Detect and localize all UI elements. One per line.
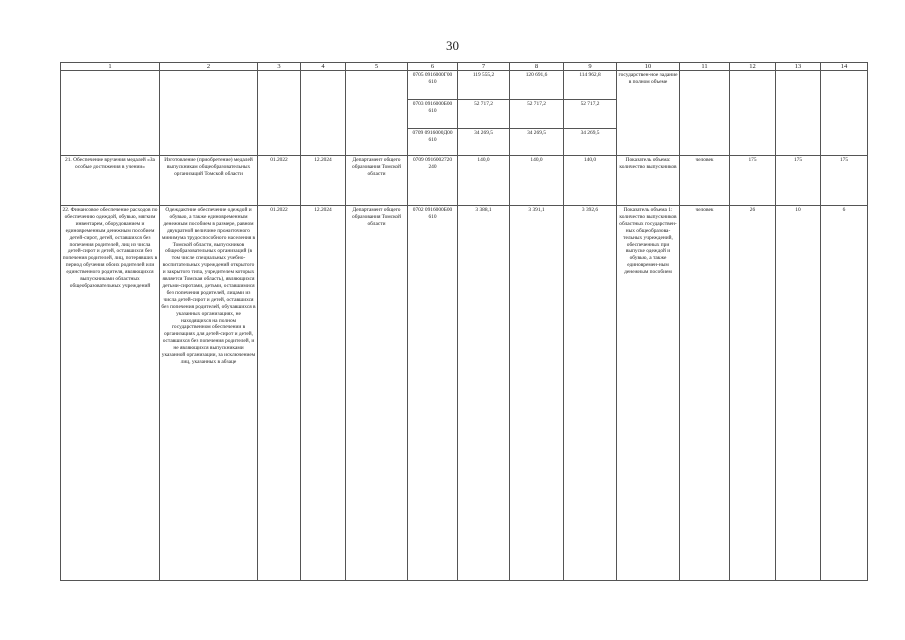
amount-value: 52 717,2 bbox=[458, 100, 509, 129]
cell-amounts-col7 bbox=[458, 71, 510, 156]
column-header: 9 bbox=[564, 63, 617, 71]
cell-unit: человек bbox=[680, 206, 730, 581]
budget-code: 0709 0916000Д00 610 bbox=[412, 130, 453, 143]
cell-amount-col9: 140,0 bbox=[564, 156, 617, 206]
amount-value: 34 269,5 bbox=[580, 130, 600, 136]
cell-end-date: 12.2024 bbox=[301, 206, 346, 581]
table-row-continuation bbox=[61, 71, 868, 156]
amount-value: 34 269,5 bbox=[474, 130, 493, 136]
cell-value-col14: 6 bbox=[821, 206, 868, 581]
amount-value: 119 555,2 bbox=[458, 71, 509, 100]
amount-value: 120 691,6 bbox=[510, 71, 563, 100]
cell-amount-col9: 3 392,6 bbox=[564, 206, 617, 581]
cell-empty bbox=[160, 71, 258, 156]
cell-value-col13: 10 bbox=[776, 206, 821, 581]
page-number: 30 bbox=[446, 38, 459, 53]
cell-event-name: 22. Финансовое обеспечение расходов по обеспечению одеждой, обувью, мягким инвентарем, оборудованием и единовременным денежным пособием детей-сирот, детей, оставшихся без попечения родителей, лиц из числа детей-сирот и детей, оставшихся без попечения родителей, лиц, потерявших в период обучения обоих родителей или единственного родителя, являющихся выпускниками областных общеобразовательных учреждений bbox=[61, 206, 160, 581]
column-header: 1 bbox=[61, 63, 160, 71]
cell-unit: человек bbox=[680, 156, 730, 206]
column-header: 13 bbox=[776, 63, 821, 71]
cell-end-date: 12.2024 bbox=[301, 156, 346, 206]
amount-value: 52 717,2 bbox=[510, 100, 563, 129]
column-header: 2 bbox=[160, 63, 258, 71]
column-header: 8 bbox=[510, 63, 564, 71]
cell-start-date: 01.2022 bbox=[258, 206, 301, 581]
budget-code: 0705 0916000Г00 610 bbox=[408, 71, 457, 100]
amount-value: 34 269,5 bbox=[527, 130, 546, 136]
column-header: 10 bbox=[617, 63, 680, 71]
column-header: 14 bbox=[821, 63, 868, 71]
cell-indicator: Показатель объема 1: количество выпускников областных государствен-ных общеобразова-тельных учреждений, обеспеченных при выпуске одеждой и обувью, а также единовремен-ным денежным пособием bbox=[617, 206, 680, 581]
cell-executor: Департамент общего образования Томской области bbox=[346, 156, 408, 206]
cell-executor: Департамент общего образования Томской области bbox=[346, 206, 408, 581]
cell-amounts-col9 bbox=[564, 71, 617, 156]
cell-empty bbox=[301, 71, 346, 156]
cell-value-col12: 26 bbox=[730, 206, 776, 581]
cell-event-name: 21. Обеспечение вручения медалей «За особые достижения в учении» bbox=[61, 156, 160, 206]
table-row-21 bbox=[61, 156, 868, 206]
cell-indicator: Показатель объема: количество выпускников bbox=[617, 156, 680, 206]
cell-empty bbox=[346, 71, 408, 156]
cell-budget-codes bbox=[408, 71, 458, 156]
cell-amount-col8: 3 391,1 bbox=[510, 206, 564, 581]
table-row-22 bbox=[61, 206, 868, 581]
cell-empty bbox=[258, 71, 301, 156]
column-header: 4 bbox=[301, 63, 346, 71]
cell-value-col14: 175 bbox=[821, 156, 868, 206]
cell-empty bbox=[730, 71, 776, 156]
budget-code: 0703 0916000Б00 610 bbox=[408, 100, 457, 129]
cell-indicator: государствен-ное задание в полном объеме bbox=[617, 71, 680, 156]
column-header: 11 bbox=[680, 63, 730, 71]
column-header: 7 bbox=[458, 63, 510, 71]
amount-value: 114 962,8 bbox=[564, 71, 616, 100]
cell-empty bbox=[61, 71, 160, 156]
cell-empty bbox=[680, 71, 730, 156]
header-row bbox=[61, 63, 868, 71]
column-header: 5 bbox=[346, 63, 408, 71]
cell-amount-col7: 140,0 bbox=[458, 156, 510, 206]
cell-start-date: 01.2022 bbox=[258, 156, 301, 206]
cell-activity: Изготовление (приобретение) медалей выпускникам общеобразовательных организаций Томской области bbox=[160, 156, 258, 206]
cell-value-col13: 175 bbox=[776, 156, 821, 206]
cell-amount-col8: 140,0 bbox=[510, 156, 564, 206]
cell-amount-col7: 3 388,1 bbox=[458, 206, 510, 581]
cell-value-col12: 175 bbox=[730, 156, 776, 206]
cell-empty bbox=[776, 71, 821, 156]
cell-empty bbox=[821, 71, 868, 156]
cell-budget-code: 0702 0916000Б00 610 bbox=[408, 206, 458, 581]
column-header: 12 bbox=[730, 63, 776, 71]
cell-budget-code: 0709 0916002720 240 bbox=[408, 156, 458, 206]
program-table bbox=[60, 62, 868, 581]
cell-amounts-col8 bbox=[510, 71, 564, 156]
cell-activity: Одеждактние обеспечение одеждой и обувью, а также единовременным денежным пособием в размере, равном двукратной величине прожиточного минимума трудоспособного населения в Томской области, выпускников общеобразовательных организаций (в том числе специальных учебно-воспитательных учреждений открытого и закрытого типа, учредителем которых является Томская область), являющихся детьми-сиротами, детьми, оставшимися без попечения родителей, лицами из числа детей-сирот и детей, оставшихся без попечения родителей, обучавшихся в указанных организациях, не находящихся на полном государственном обеспечении в организациях для детей-сирот и детей, оставшихся без попечения родителей, и не являющихся выпускниками указанной организации, за исключением лиц, указанных в абзаце bbox=[160, 206, 258, 581]
column-header: 3 bbox=[258, 63, 301, 71]
amount-value: 52 717,2 bbox=[564, 100, 616, 129]
column-header: 6 bbox=[408, 63, 458, 71]
